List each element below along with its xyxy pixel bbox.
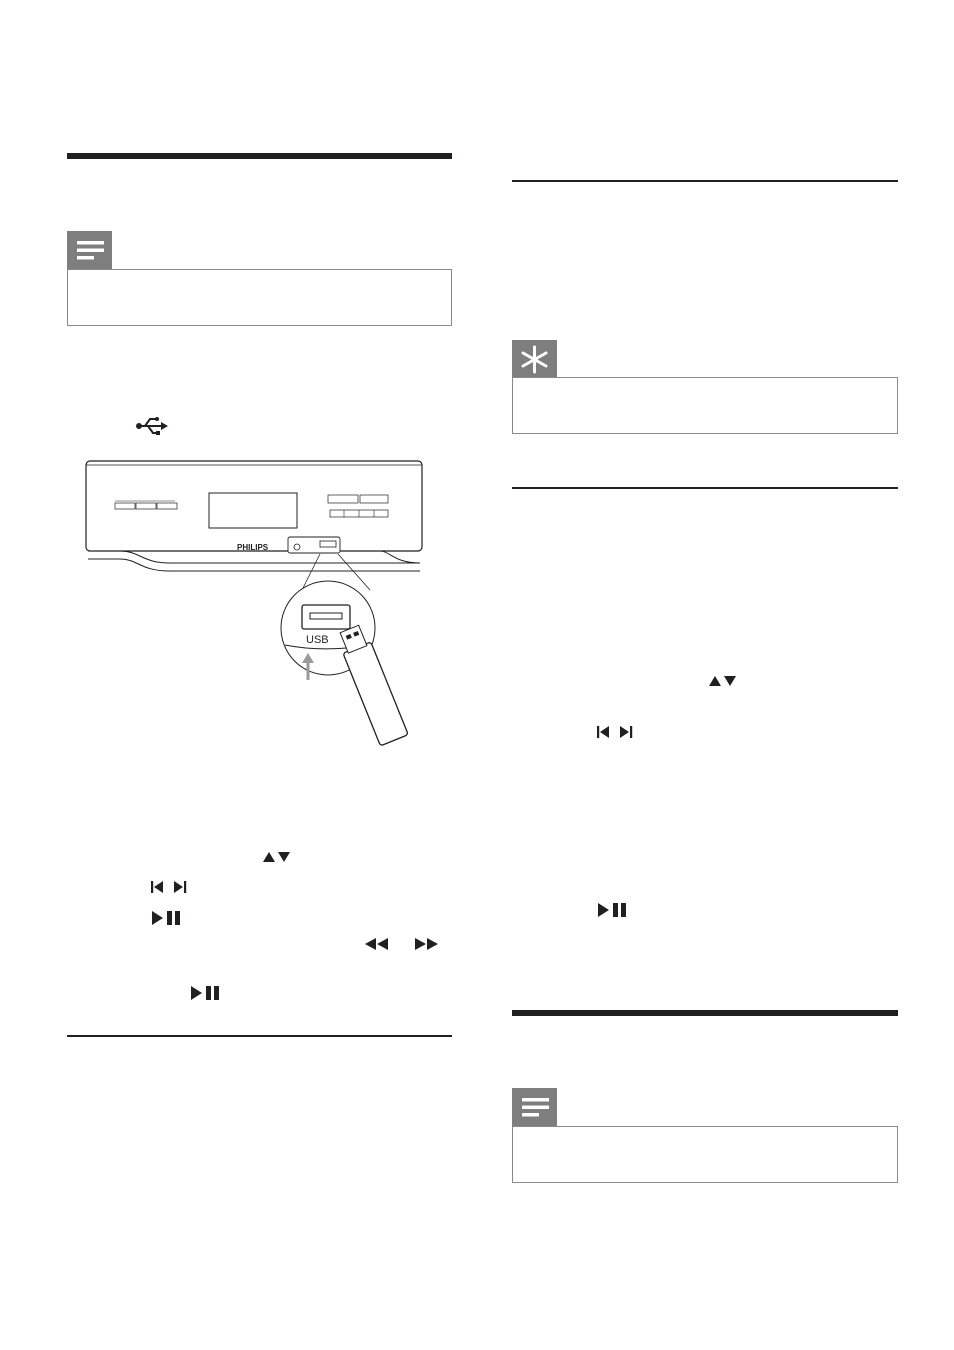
note-icon (67, 231, 112, 270)
skip-prev-next-icon (596, 725, 634, 739)
play-pause-icon (189, 985, 223, 1001)
tip-tab (512, 340, 557, 379)
play-pause-icon (150, 910, 184, 926)
device-display (209, 493, 297, 528)
subsection-rule-right-1 (512, 180, 898, 182)
up-down-arrows-icon (263, 850, 291, 864)
skip-prev-next-icon (150, 880, 188, 894)
device-brand-label: PHILIPS (237, 543, 269, 552)
section-rule-thick-right (512, 1010, 898, 1016)
usb-port-label: USB (306, 634, 329, 646)
note-box-right (512, 1126, 898, 1183)
section-rule-thick-left (67, 153, 452, 159)
note-box-left (67, 269, 452, 326)
tip-asterisk-icon (512, 340, 557, 379)
subsection-rule-right-2 (512, 487, 898, 489)
play-pause-icon (596, 902, 630, 918)
up-down-arrows-icon (709, 674, 737, 688)
usb-symbol-icon (135, 416, 169, 436)
usb-device-illustration (80, 455, 430, 755)
usb-stick-body (343, 642, 408, 746)
note-tab-right (512, 1088, 557, 1127)
note-icon (512, 1088, 557, 1127)
tip-box (512, 377, 898, 434)
subsection-rule-left (67, 1035, 452, 1037)
note-tab-left (67, 231, 112, 270)
fast-forward-icon (414, 937, 440, 951)
rewind-icon (364, 937, 390, 951)
